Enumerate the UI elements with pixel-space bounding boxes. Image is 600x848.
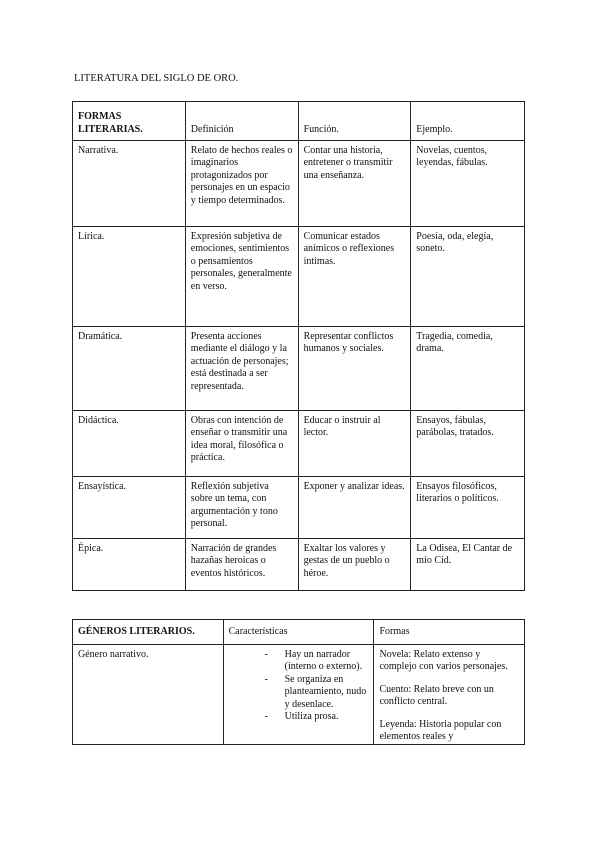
document-title: LITERATURA DEL SIGLO DE ORO. [74, 73, 239, 84]
form-example: Ensayos, fábulas, parábolas, tratados. [411, 411, 525, 477]
characteristics-list [229, 649, 369, 723]
form-definition: Presenta acciones mediante el diálogo y la actuación de personajes; está destinada a ser representada. [185, 327, 298, 411]
header-characteristics: Características [223, 620, 374, 645]
form-example: Novelas, cuentos, leyendas, fábulas. [411, 141, 525, 227]
form-definition: Obras con intención de enseñar o transmitir una idea moral, filosófica o práctica. [185, 411, 298, 477]
table-row [73, 411, 525, 477]
list-item: - Hay un narrador (interno o externo). [265, 649, 369, 674]
genre-forms [374, 645, 525, 745]
table-row [73, 645, 525, 745]
form-function: Exaltar los valores y gestas de un pueblo o héroe. [298, 539, 411, 591]
genre-characteristics [223, 645, 374, 745]
header-example: Ejemplo. [411, 102, 525, 141]
form-function: Exponer y analizar ideas. [298, 477, 411, 539]
list-item: - Utiliza prosa. [265, 711, 369, 723]
header-forms: Formas [374, 620, 525, 645]
literary-genres-table [72, 619, 525, 745]
form-definition: Narración de grandes hazañas heroicas o eventos históricos. [185, 539, 298, 591]
table-row [73, 227, 525, 327]
table-row [73, 539, 525, 591]
table-row [73, 141, 525, 227]
form-example: Tragedia, comedia, drama. [411, 327, 525, 411]
form-definition: Relato de hechos reales o imaginarios protagonizados por personajes en un espacio y tiempo determinados. [185, 141, 298, 227]
form-function: Representar conflictos humanos y sociales. [298, 327, 411, 411]
table-row [73, 477, 525, 539]
form-example: La Odisea, El Cantar de mio Cid. [411, 539, 525, 591]
literary-forms-table [72, 101, 525, 591]
form-function: Educar o instruir al lector. [298, 411, 411, 477]
list-item: - Se organiza en planteamiento, nudo y desenlace. [265, 674, 369, 711]
table-header-row [73, 620, 525, 645]
form-definition: Reflexión subjetiva sobre un tema, con argumentación y tono personal. [185, 477, 298, 539]
form-name: Épica. [73, 539, 186, 591]
form-example: Ensayos filosóficos, literarios o políticos. [411, 477, 525, 539]
form-definition: Expresión subjetiva de emociones, sentimientos o pensamientos personales, generalmente en verso. [185, 227, 298, 327]
form-item: Novela: Relato extenso y complejo con varios personajes. [379, 649, 508, 673]
form-name: Didáctica. [73, 411, 186, 477]
form-name: Narrativa. [73, 141, 186, 227]
form-item: Leyenda: Historia popular con elementos reales y [379, 718, 502, 743]
form-name: Dramática. [73, 327, 186, 411]
form-example: Poesía, oda, elegía, soneto. [411, 227, 525, 327]
header-forms: FORMAS LITERARIAS. [73, 102, 186, 141]
header-function: Función. [298, 102, 411, 141]
table-row [73, 327, 525, 411]
form-name: Lírica. [73, 227, 186, 327]
form-function: Contar una historia, entretener o transmitir una enseñanza. [298, 141, 411, 227]
form-function: Comunicar estados anímicos o reflexiones íntimas. [298, 227, 411, 327]
genre-name: Género narrativo. [73, 645, 224, 745]
table-header-row [73, 102, 525, 141]
form-item: Cuento: Relato breve con un conflicto central. [379, 683, 494, 708]
header-definition: Definición [185, 102, 298, 141]
form-name: Ensayística. [73, 477, 186, 539]
header-genres: GÉNEROS LITERARIOS. [73, 620, 224, 645]
